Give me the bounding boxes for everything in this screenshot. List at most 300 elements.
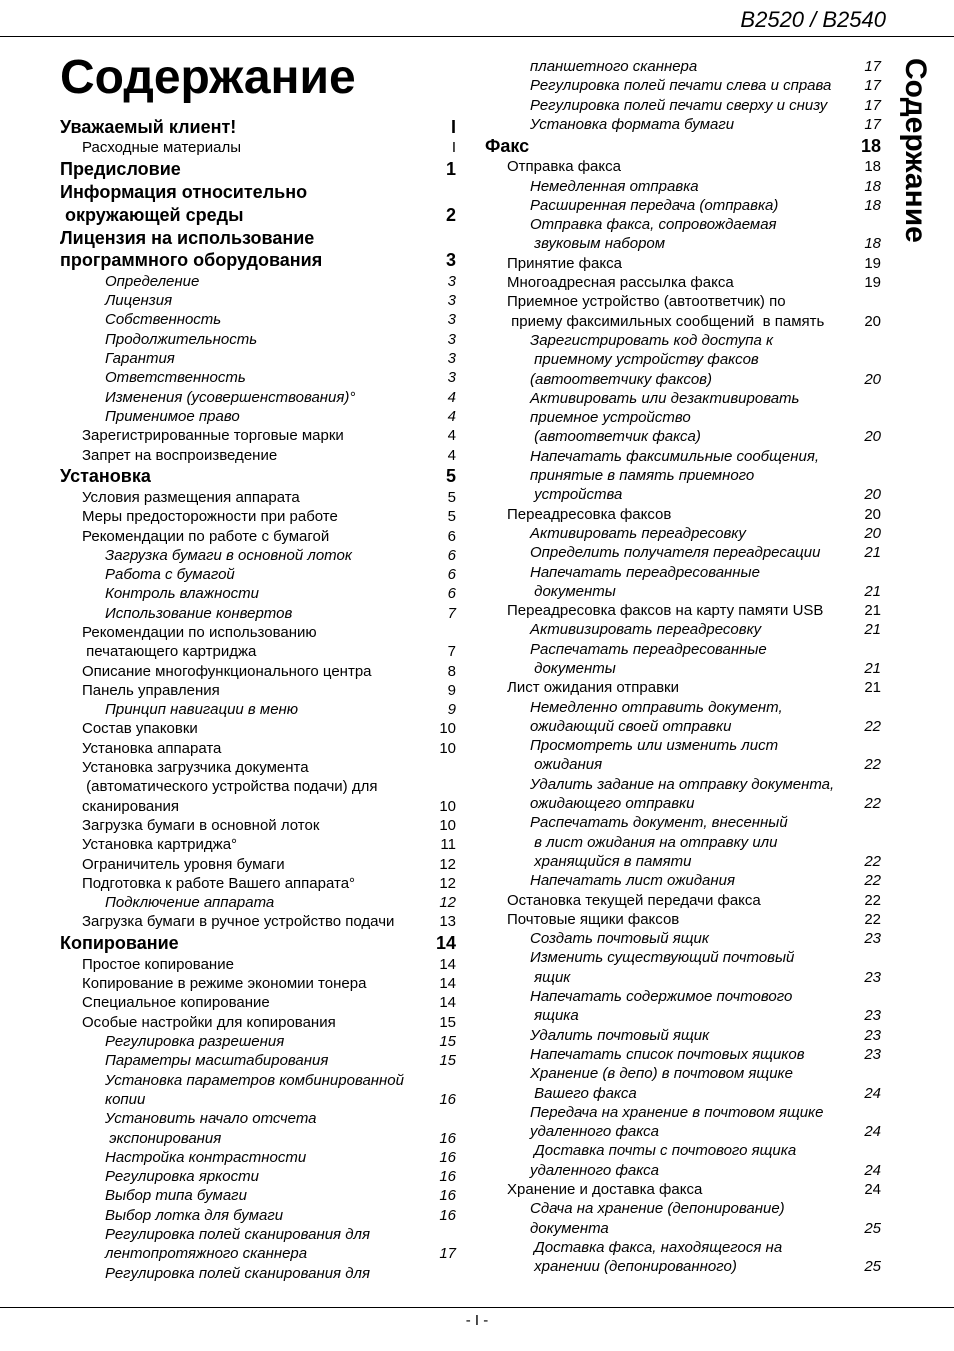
toc-entry-text: копии — [105, 1090, 146, 1108]
toc-entry-text: хранящийся в памяти — [530, 852, 692, 870]
toc-entry[interactable] — [60, 604, 456, 623]
toc-entry[interactable] — [60, 1264, 456, 1283]
toc-entry-page: 22 — [864, 717, 881, 735]
toc-entry[interactable] — [60, 349, 456, 368]
toc-entry-text: Специальное копирование — [82, 994, 270, 1012]
toc-entry-page: 15 — [439, 1033, 456, 1051]
toc-entry-page: 18 — [864, 235, 881, 253]
toc-entry-text: Отправка факса — [507, 158, 621, 176]
toc-entry-page: I — [451, 139, 456, 157]
toc-entry-text: Особые настройки для копирования — [82, 1013, 336, 1031]
toc-entry-text: программного оборудования — [60, 250, 323, 271]
toc-entry-text: Установка формата бумаги — [530, 115, 735, 133]
toc-entry[interactable] — [485, 736, 881, 775]
toc-entry-text: Определить получателя переадресации — [530, 544, 821, 562]
toc-entry-page: 20 — [864, 524, 881, 542]
toc-entry-text: Зарегистрировать код доступа к — [530, 331, 774, 349]
toc-entry[interactable] — [60, 115, 456, 138]
toc-entry-text: Напечатать лист ожидания — [530, 872, 735, 890]
toc-entry-page: 9 — [447, 701, 456, 719]
toc-entry[interactable] — [485, 1103, 881, 1142]
toc-entry[interactable] — [485, 1199, 881, 1238]
toc-entry[interactable] — [485, 1238, 881, 1277]
toc-entry-page: 16 — [439, 1187, 456, 1205]
toc-entry-text: Рекомендации по работе с бумагой — [82, 527, 330, 545]
toc-entry-page: 17 — [864, 96, 881, 114]
toc-entry[interactable] — [485, 910, 881, 929]
toc-entry-text: Установка — [60, 466, 151, 487]
toc-entry-page: 16 — [439, 1090, 456, 1108]
toc-entry-text: Регулировка разрешения — [105, 1033, 285, 1051]
toc-entry-page: 18 — [864, 177, 881, 195]
toc-entry[interactable] — [485, 76, 881, 95]
toc-entry[interactable] — [60, 368, 456, 387]
page-number: - I - — [465, 1312, 489, 1329]
toc-entry-text: Регулировка полей печати сверху и снизу — [530, 96, 828, 114]
toc-entry-page: 1 — [445, 158, 456, 179]
toc-entry[interactable] — [60, 157, 456, 180]
toc-entry[interactable] — [485, 389, 881, 447]
toc-entry-text: Активизировать переадресовку — [530, 621, 762, 639]
toc-entry-text: Выбор лотка для бумаги — [105, 1206, 284, 1224]
toc-entry[interactable] — [60, 912, 456, 931]
toc-entry-page: 6 — [447, 527, 456, 545]
toc-entry[interactable] — [60, 507, 456, 526]
toc-entry-page: 21 — [864, 660, 881, 677]
toc-entry[interactable] — [60, 1225, 456, 1264]
toc-entry[interactable] — [60, 1071, 456, 1110]
toc-entry-text: окружающей среды — [60, 204, 244, 225]
toc-entry-page: 2 — [445, 204, 456, 225]
toc-entry[interactable] — [60, 1051, 456, 1070]
toc-entry-text: Немедленная отправка — [530, 177, 699, 195]
toc-entry-page: 5 — [447, 508, 456, 526]
toc-entry-text: Подготовка к работе Вашего аппарата° — [82, 874, 356, 892]
toc-entry-text: документы — [530, 582, 616, 600]
toc-entry-text: принятые в память приемного — [530, 467, 755, 485]
toc-entry[interactable] — [485, 254, 881, 273]
toc-entry-text: Продолжительность — [105, 330, 258, 348]
toc-entry-text: Напечатать факсимильные сообщения, — [530, 447, 819, 465]
toc-entry-page: 23 — [864, 968, 881, 986]
toc-entry-page: 20 — [864, 370, 881, 388]
toc-column-left — [60, 115, 456, 1283]
toc-entry-text: Изменения (усовершенствования)° — [105, 388, 356, 406]
toc-entry-text: Удалить почтовый ящик — [530, 1026, 710, 1044]
toc-entry-text: Регулировка полей сканирования для — [105, 1226, 370, 1243]
toc-entry-page: 10 — [439, 797, 456, 815]
toc-entry[interactable] — [60, 291, 456, 310]
toc-entry-page: 7 — [447, 604, 456, 622]
toc-entry-text: Расходные материалы — [82, 139, 241, 157]
toc-entry-text: ящика — [530, 1007, 579, 1025]
toc-entry[interactable] — [60, 816, 456, 835]
toc-entry[interactable] — [60, 565, 456, 584]
toc-entry-text: Собственность — [105, 311, 222, 329]
toc-entry-text: сканирования — [82, 797, 180, 815]
toc-entry-page: 14 — [439, 975, 456, 993]
toc-entry[interactable] — [485, 775, 881, 814]
toc-entry-text: Информация относительно — [60, 181, 308, 202]
toc-entry[interactable] — [485, 524, 881, 543]
toc-entry-page: 4 — [447, 388, 456, 406]
toc-entry-text: Просмотреть или изменить лист — [530, 737, 779, 755]
toc-entry[interactable] — [60, 623, 456, 662]
toc-entry-text: ожидающий своей отправки — [530, 717, 732, 735]
toc-entry-text: Описание многофункционального центра — [82, 662, 372, 680]
toc-entry[interactable] — [485, 134, 881, 157]
toc-entry[interactable] — [60, 527, 456, 546]
toc-entry-page: 21 — [864, 582, 881, 600]
toc-entry-text: Распечатать документ, внесенный — [530, 814, 788, 832]
toc-entry-text: Напечатать переадресованные — [530, 563, 760, 581]
toc-entry-text: звуковым набором — [530, 235, 666, 253]
toc-entry-page: 22 — [864, 795, 881, 813]
toc-entry-page: 9 — [447, 681, 456, 699]
toc-entry[interactable] — [485, 1064, 881, 1103]
toc-entry-page: 8 — [447, 662, 456, 680]
toc-entry-page: 4 — [447, 427, 456, 445]
toc-entry-text: Контроль влажности — [105, 585, 260, 603]
toc-entry-page: 20 — [864, 428, 881, 446]
toc-entry[interactable] — [485, 157, 881, 176]
toc-entry[interactable] — [60, 1148, 456, 1167]
page-title: Содержание — [60, 51, 356, 104]
toc-entry-page: 22 — [864, 872, 881, 890]
toc-entry-text: Загрузка бумаги в основной лоток — [105, 546, 352, 564]
toc-entry[interactable] — [60, 1206, 456, 1225]
toc-entry-page: 21 — [864, 544, 881, 562]
toc-entry[interactable] — [485, 177, 881, 196]
toc-entry-page: 12 — [439, 894, 456, 912]
toc-entry-page: 22 — [864, 756, 881, 774]
toc-entry[interactable] — [485, 447, 881, 505]
toc-entry-text: Простое копирование — [82, 955, 234, 973]
toc-entry[interactable] — [60, 310, 456, 329]
toc-entry[interactable] — [485, 292, 881, 331]
toc-entry-page: 18 — [864, 158, 881, 176]
toc-entry-text: устройства — [530, 486, 623, 504]
toc-entry-page: 16 — [439, 1168, 456, 1186]
toc-entry-page: 3 — [447, 330, 456, 348]
toc-entry-text: Активировать переадресовку — [530, 524, 746, 542]
toc-entry-text: Остановка текущей передачи факса — [507, 891, 761, 909]
toc-entry-text: Подключение аппарата — [105, 894, 275, 912]
toc-entry-page: 3 — [445, 250, 456, 271]
toc-entry-text: Ответственность — [105, 369, 246, 387]
toc-entry-page: 19 — [864, 254, 881, 272]
toc-entry-text: Уважаемый клиент! — [60, 116, 237, 137]
toc-entry[interactable] — [60, 835, 456, 854]
toc-entry-text: Установка картриджа° — [82, 836, 238, 854]
toc-entry-text: Регулировка полей печати слева и справа — [530, 77, 832, 95]
toc-entry-text: удаленного факса — [530, 1123, 659, 1141]
toc-entry-text: Регулировка полей сканирования для — [105, 1264, 370, 1282]
toc-entry[interactable] — [60, 955, 456, 974]
toc-entry-page: 3 — [447, 292, 456, 310]
toc-entry[interactable] — [60, 446, 456, 465]
toc-entry-text: Факс — [485, 135, 530, 156]
toc-entry[interactable] — [60, 180, 456, 226]
toc-column-right — [485, 57, 881, 1277]
toc-entry-page: 12 — [439, 874, 456, 892]
header-rule — [0, 36, 954, 37]
toc-entry-text: Изменить существующий почтовый — [530, 949, 795, 967]
toc-entry-text: Зарегистрированные торговые марки — [82, 427, 344, 445]
toc-entry-text: Приемное устройство (автоответчик) по — [507, 293, 786, 311]
toc-entry-text: Настройка контрастности — [105, 1148, 307, 1166]
toc-entry-page: 6 — [447, 585, 456, 603]
toc-entry-page: 3 — [447, 350, 456, 368]
toc-entry-text: Вашего факса — [530, 1084, 637, 1102]
toc-entry-page: 5 — [445, 466, 456, 487]
toc-entry[interactable] — [60, 465, 456, 488]
toc-entry[interactable] — [60, 138, 456, 157]
toc-entry[interactable] — [60, 546, 456, 565]
toc-entry[interactable] — [60, 1167, 456, 1186]
toc-entry-text: Хранение и доставка факса — [507, 1181, 703, 1199]
toc-entry-page: 16 — [439, 1129, 456, 1147]
toc-entry-page: 18 — [864, 196, 881, 214]
toc-entry-page: 3 — [447, 311, 456, 329]
toc-entry-page: 3 — [447, 272, 456, 290]
toc-entry[interactable] — [485, 698, 881, 737]
toc-entry-text: Установка параметров комбинированной — [105, 1071, 404, 1089]
toc-entry[interactable] — [485, 115, 881, 134]
toc-entry-text: удаленного факса — [530, 1161, 659, 1179]
toc-entry[interactable] — [485, 1045, 881, 1064]
toc-entry-text: Многоадресная рассылка факса — [507, 274, 734, 292]
toc-entry-text: Меры предосторожности при работе — [82, 508, 338, 526]
toc-entry[interactable] — [485, 891, 881, 910]
toc-entry-page: 10 — [439, 720, 456, 738]
toc-entry-page: 23 — [864, 1007, 881, 1025]
toc-entry[interactable] — [60, 719, 456, 738]
toc-entry-page: 14 — [439, 994, 456, 1012]
toc-entry[interactable] — [60, 739, 456, 758]
toc-entry[interactable] — [60, 993, 456, 1012]
toc-entry-text: Переадресовка факсов на карту памяти USB — [507, 602, 824, 620]
toc-entry-text: Переадресовка факсов — [507, 505, 672, 523]
toc-entry-text: Активировать или дезактивировать — [530, 389, 800, 407]
toc-entry-page: 17 — [864, 77, 881, 95]
toc-entry[interactable] — [60, 662, 456, 681]
toc-entry-text: Состав упаковки — [82, 720, 198, 738]
toc-entry-page: 23 — [864, 1045, 881, 1063]
toc-entry-text: (автоматического устройства подачи) для — [82, 778, 378, 796]
toc-entry[interactable] — [485, 543, 881, 562]
toc-entry-page: 19 — [864, 274, 881, 292]
toc-entry[interactable] — [60, 426, 456, 445]
toc-entry[interactable] — [485, 678, 881, 697]
toc-entry-text: Использование конвертов — [105, 604, 293, 622]
toc-entry[interactable] — [60, 226, 456, 272]
toc-entry-page: 21 — [864, 621, 881, 639]
toc-entry[interactable] — [60, 272, 456, 291]
toc-entry-text: планшетного сканнера — [530, 58, 698, 75]
toc-entry-text: Загрузка бумаги в основной лоток — [82, 816, 320, 834]
toc-entry[interactable] — [485, 948, 881, 987]
toc-entry-text: ожидающего отправки — [530, 795, 695, 813]
toc-entry-page: 24 — [864, 1123, 881, 1141]
toc-entry[interactable] — [60, 388, 456, 407]
toc-entry-page: 4 — [447, 407, 456, 425]
toc-entry-page: 16 — [439, 1206, 456, 1224]
toc-entry-page: 17 — [864, 115, 881, 133]
toc-entry-text: Копирование — [60, 933, 179, 954]
toc-entry-page: 25 — [864, 1219, 881, 1237]
toc-entry-page: 12 — [439, 855, 456, 873]
toc-entry-text: Запрет на воспроизведение — [82, 446, 278, 464]
toc-entry-page: 24 — [864, 1084, 881, 1102]
toc-entry-page: 7 — [447, 643, 456, 661]
toc-entry[interactable] — [485, 1026, 881, 1045]
toc-entry-text: Установить начало отсчета — [105, 1110, 317, 1128]
toc-entry-page: 20 — [864, 312, 881, 330]
toc-entry-page: 14 — [435, 933, 456, 954]
toc-entry[interactable] — [485, 1180, 881, 1199]
toc-entry-text: Применимое право — [105, 407, 240, 425]
toc-entry-page: 22 — [864, 891, 881, 909]
toc-entry-page: 13 — [439, 913, 456, 931]
toc-entry-text: Установка загрузчика документа — [82, 759, 309, 777]
toc-entry-page: 4 — [447, 446, 456, 464]
toc-entry-page: 24 — [864, 1161, 881, 1179]
toc-entry[interactable] — [485, 813, 881, 871]
toc-entry[interactable] — [485, 871, 881, 890]
toc-entry-text: приему факсимильных сообщений в память — [507, 312, 825, 330]
toc-entry[interactable] — [485, 987, 881, 1026]
toc-entry[interactable] — [60, 758, 456, 816]
toc-entry-text: Определение — [105, 272, 200, 290]
toc-entry-text: Условия размещения аппарата — [82, 488, 300, 506]
toc-entry-text: Лицензия — [105, 292, 173, 310]
toc-entry-text: Установка аппарата — [82, 739, 222, 757]
toc-entry-text: документа — [530, 1219, 609, 1237]
toc-entry-page: 16 — [439, 1148, 456, 1166]
toc-entry-page: 15 — [439, 1052, 456, 1070]
toc-entry[interactable] — [60, 488, 456, 507]
toc-entry-text: Хранение (в депо) в почтовом ящике — [530, 1065, 793, 1083]
toc-entry-page: 23 — [864, 1026, 881, 1044]
toc-entry[interactable] — [485, 96, 881, 115]
toc-entry-text: Гарантия — [105, 350, 175, 368]
toc-entry-text: приемное устройство — [530, 409, 691, 427]
toc-entry-text: (автоответчику факсов) — [530, 370, 712, 388]
toc-entry-text: Сдача на хранение (депонирование) — [530, 1200, 785, 1218]
toc-entry-text: Лицензия на использование — [60, 227, 315, 248]
toc-entry-page: 14 — [439, 955, 456, 973]
toc-entry[interactable] — [485, 215, 881, 254]
toc-entry-page: 23 — [864, 930, 881, 948]
toc-entry-text: Немедленно отправить документ, — [530, 698, 783, 716]
toc-entry-text: Копирование в режиме экономии тонера — [82, 975, 367, 993]
toc-entry[interactable] — [485, 601, 881, 620]
toc-entry-page: 20 — [864, 486, 881, 504]
toc-entry-page: 6 — [447, 546, 456, 564]
toc-entry-text: Ограничитель уровня бумаги — [82, 855, 285, 873]
toc-entry-text: экспонирования — [105, 1129, 222, 1147]
toc-entry-text: ящик — [530, 968, 571, 986]
toc-entry-text: хранении (депонированного) — [530, 1258, 737, 1276]
toc-entry-text: (автоответчик факса) — [530, 428, 701, 446]
footer-rule — [0, 1307, 954, 1308]
toc-entry-page: 5 — [447, 488, 456, 506]
toc-entry-text: Панель управления — [82, 681, 220, 699]
toc-entry[interactable] — [485, 57, 881, 76]
toc-entry[interactable] — [60, 1186, 456, 1205]
toc-entry-text: Распечатать переадресованные — [530, 640, 767, 658]
toc-entry[interactable] — [485, 929, 881, 948]
toc-entry-text: Доставка почты с почтового ящика — [530, 1142, 797, 1160]
toc-entry[interactable] — [485, 273, 881, 292]
toc-entry-text: Отправка факса, сопровождаемая — [530, 216, 777, 234]
toc-entry-page: 21 — [864, 602, 881, 620]
toc-entry-page: I — [450, 116, 456, 137]
toc-entry[interactable] — [485, 640, 881, 679]
toc-entry-text: Удалить задание на отправку документа, — [530, 775, 835, 793]
toc-entry-page: 17 — [864, 58, 881, 75]
toc-entry-text: документы — [530, 660, 616, 677]
toc-entry-text: приемному устройству факсов — [530, 351, 759, 369]
toc-entry-text: Расширенная передача (отправка) — [530, 196, 779, 214]
toc-entry[interactable] — [485, 331, 881, 389]
toc-entry-text: Доставка факса, находящегося на — [530, 1238, 783, 1256]
toc-entry[interactable] — [485, 620, 881, 639]
toc-entry-text: лентопротяжного сканнера — [105, 1245, 308, 1263]
toc-entry[interactable] — [60, 681, 456, 700]
toc-entry-text: Регулировка яркости — [105, 1168, 259, 1186]
toc-entry[interactable] — [60, 874, 456, 893]
toc-entry[interactable] — [60, 584, 456, 603]
toc-entry-page: 20 — [864, 505, 881, 523]
toc-entry-page: 21 — [864, 679, 881, 697]
toc-entry-text: Лист ожидания отправки — [507, 679, 679, 697]
side-section-label: Содержание — [899, 58, 932, 243]
toc-entry[interactable] — [60, 1032, 456, 1051]
toc-entry-page: 3 — [447, 369, 456, 387]
toc-entry[interactable] — [60, 407, 456, 426]
toc-entry-page: 10 — [439, 739, 456, 757]
toc-entry[interactable] — [485, 196, 881, 215]
toc-entry-text: печатающего картриджа — [82, 643, 257, 661]
toc-entry[interactable] — [60, 700, 456, 719]
toc-entry-page: 25 — [864, 1258, 881, 1276]
toc-entry-text: Напечатать содержимое почтового — [530, 988, 793, 1006]
toc-entry-text: Предисловие — [60, 158, 181, 179]
toc-entry-page: 11 — [440, 836, 456, 854]
toc-entry[interactable] — [60, 893, 456, 912]
toc-entry[interactable] — [60, 1109, 456, 1148]
toc-entry[interactable] — [60, 330, 456, 349]
toc-entry[interactable] — [60, 1013, 456, 1032]
document-model-title: B2520 / B2540 — [740, 7, 886, 32]
toc-entry-text: Передача на хранение в почтовом ящике — [530, 1103, 824, 1121]
toc-entry[interactable] — [60, 932, 456, 955]
toc-entry-text: Загрузка бумаги в ручное устройство подачи — [82, 913, 395, 931]
toc-entry[interactable] — [60, 974, 456, 993]
toc-entry[interactable] — [485, 505, 881, 524]
toc-entry[interactable] — [60, 855, 456, 874]
toc-entry-text: Принцип навигации в меню — [105, 701, 299, 719]
toc-entry[interactable] — [485, 1141, 881, 1180]
toc-entry-text: Выбор типа бумаги — [105, 1187, 247, 1205]
toc-entry-page: 6 — [447, 566, 456, 584]
toc-entry[interactable] — [485, 563, 881, 602]
toc-entry-text: в лист ожидания на отправку или — [530, 833, 778, 851]
toc-entry-text: ожидания — [530, 756, 603, 774]
toc-entry-text: Рекомендации по использованию — [82, 624, 317, 641]
